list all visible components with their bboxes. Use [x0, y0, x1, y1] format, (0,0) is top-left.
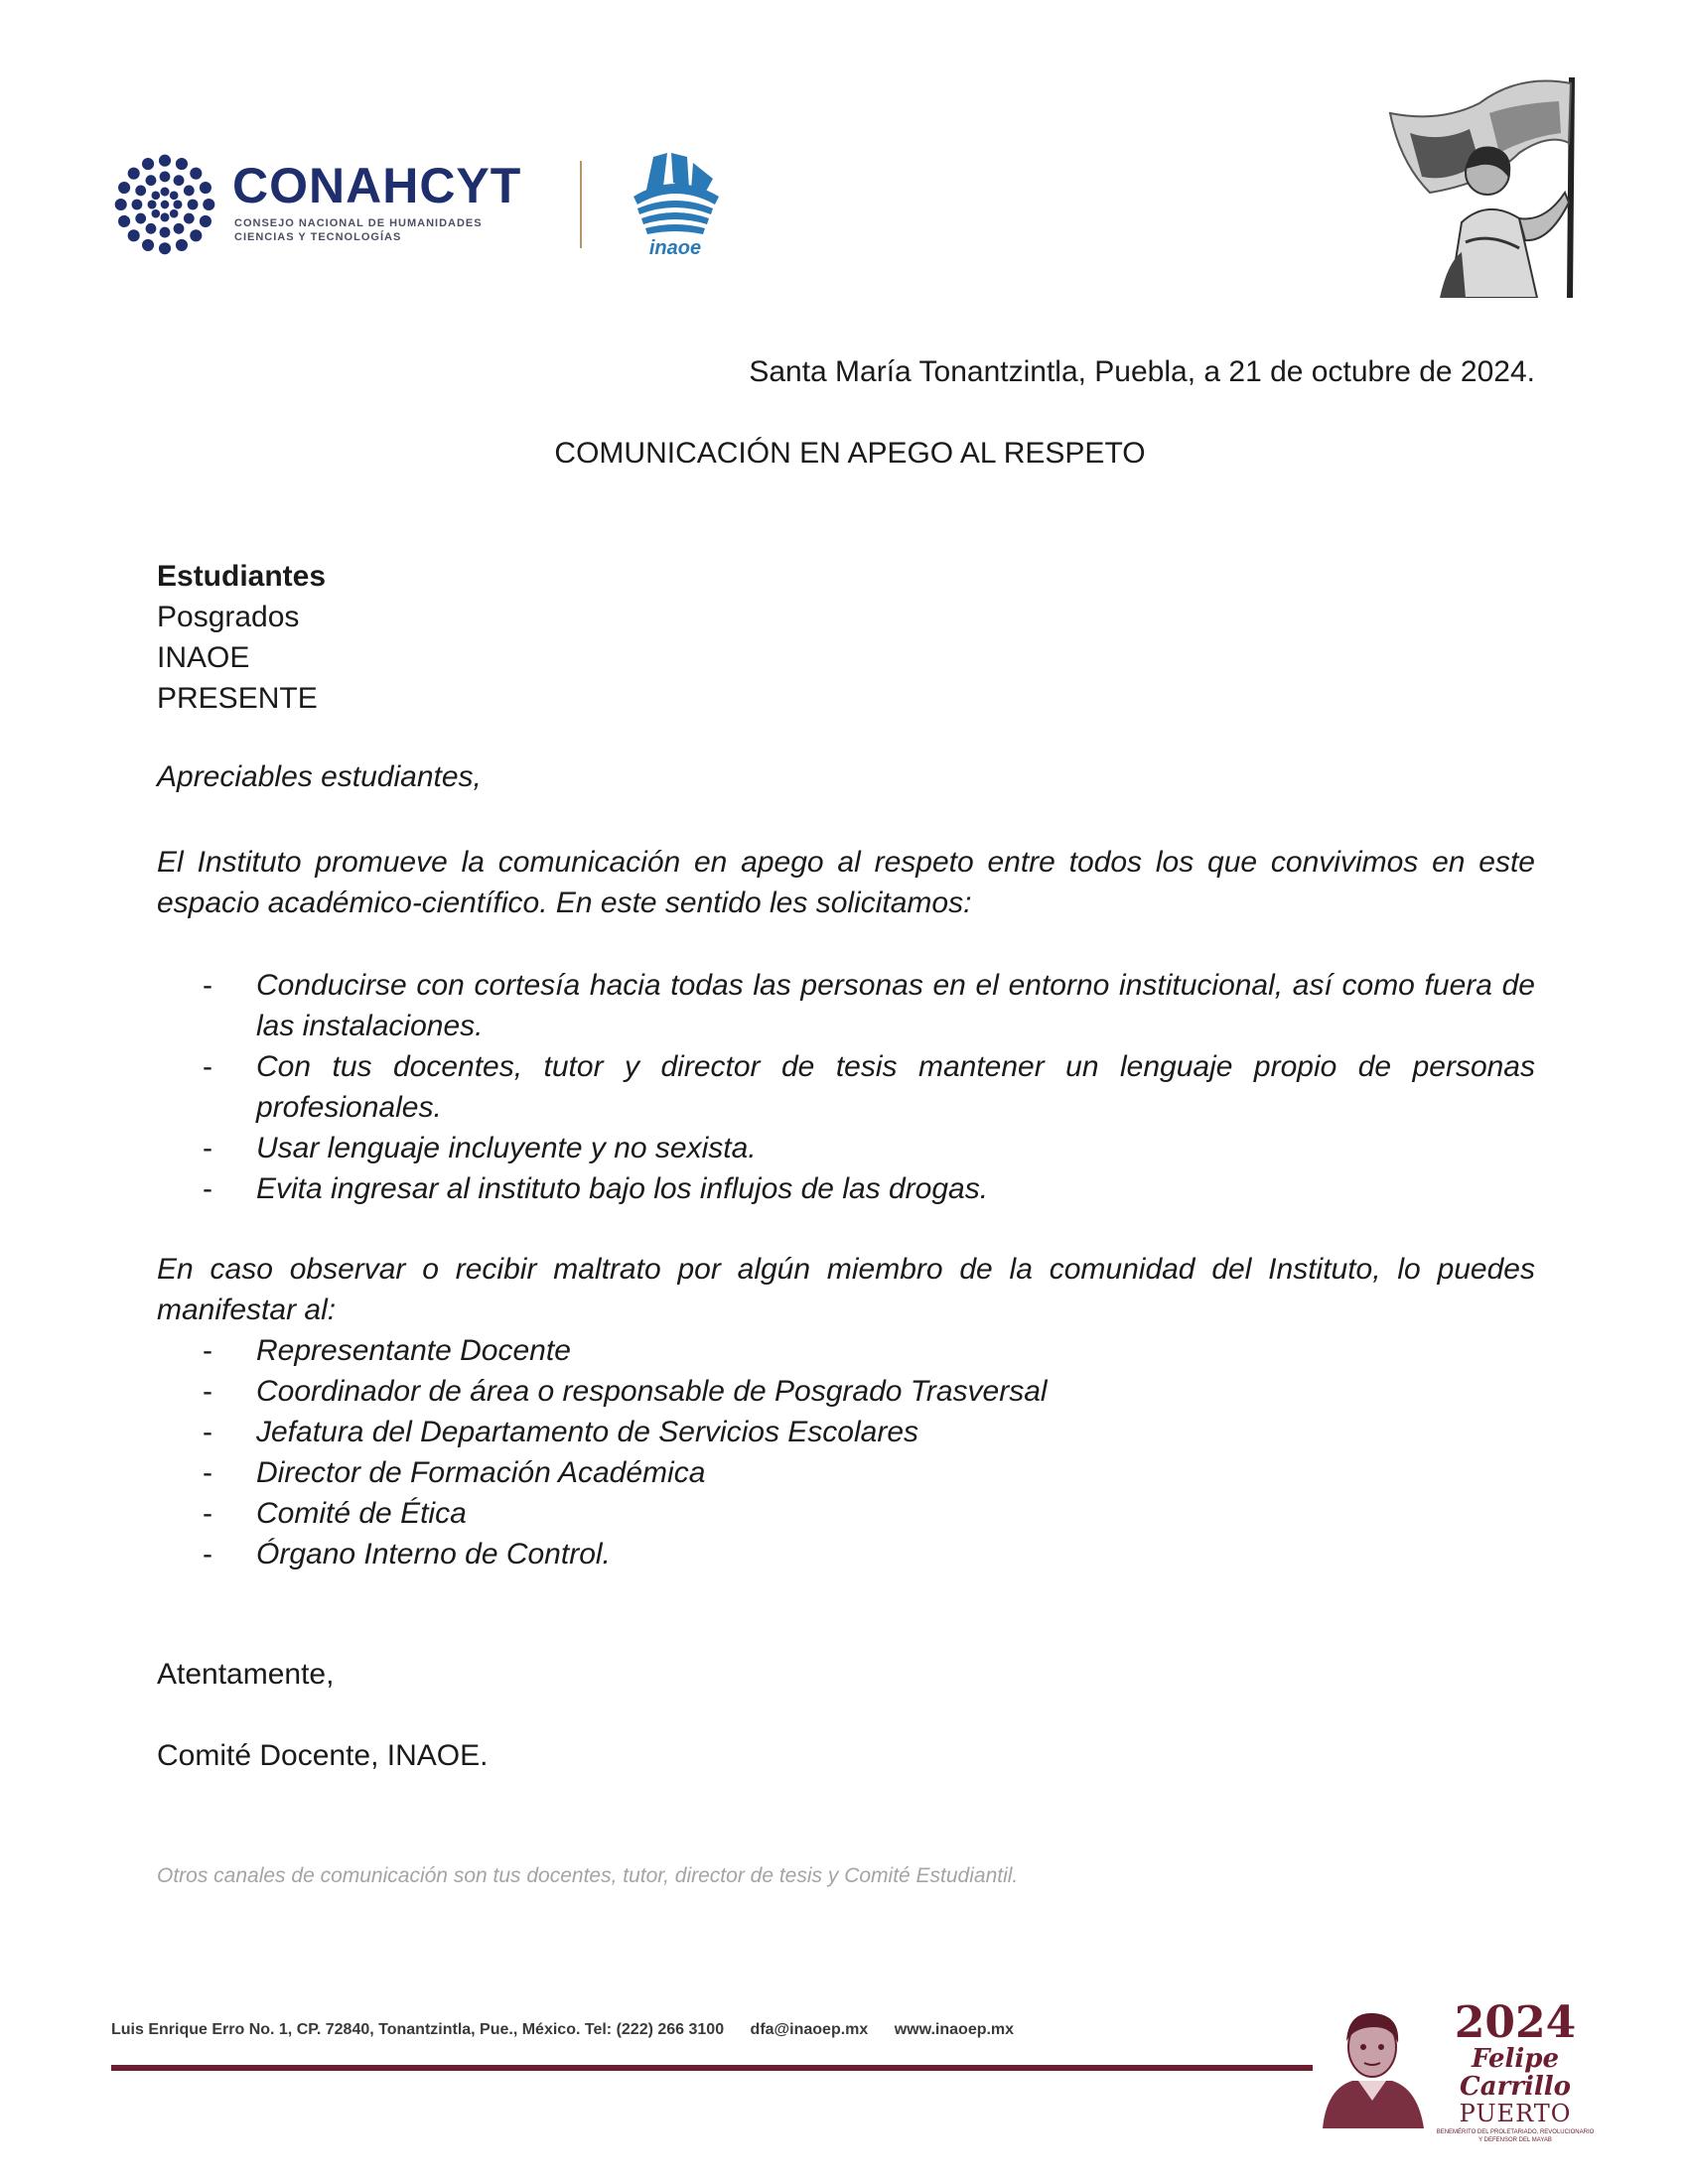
dash-marker: -: [203, 1456, 212, 1489]
felipe-carrillo-puerto-portrait: [1313, 1989, 1432, 2128]
footer-email[interactable]: dfa@inaoep.mx: [750, 2021, 869, 2038]
date-line: Santa María Tonantzintla, Puebla, a 21 de octubre de 2024.: [749, 355, 1535, 388]
conahcyt-subtitle-line-2: CIENCIAS Y TECNOLOGÍAS: [234, 231, 402, 243]
badge-year: 2024: [1454, 1997, 1577, 2048]
recipient-line: INAOE: [157, 641, 250, 674]
list-item: [157, 1128, 1535, 1168]
list-item: [157, 1330, 1535, 1371]
signature: Comité Docente, INAOE.: [157, 1739, 489, 1772]
svg-text:inaoe: inaoe: [648, 237, 702, 259]
dash-marker: -: [203, 1172, 212, 1205]
dash-marker: -: [203, 1375, 212, 1408]
list-item: [157, 1371, 1535, 1412]
list-item-text: Con tus docentes, tutor y director de tesis mantener un lenguaje propio de personas profesionales.: [256, 1050, 1535, 1124]
footer-address: Luis Enrique Erro No. 1, CP. 72840, Tonantzintla, Pue., México. Tel: (222) 266 3100: [111, 2021, 725, 2038]
dash-marker: -: [203, 1334, 212, 1367]
conahcyt-subtitle-line-1: CONSEJO NACIONAL DE HUMANIDADES: [234, 217, 483, 229]
requests-list: [157, 965, 1535, 1209]
footer-rule: [111, 2065, 1313, 2071]
conahcyt-dot-logo-icon: [111, 151, 218, 258]
list-item: [157, 965, 1535, 1046]
footer-contact: [111, 2021, 1036, 2039]
dash-marker: -: [203, 1050, 212, 1083]
closing: Atentamente,: [157, 1658, 335, 1691]
logo-divider: [580, 161, 582, 248]
list-item-text: Coordinador de área o responsable de Posgrado Trasversal: [256, 1375, 1048, 1408]
document-title-text: COMUNICACIÓN EN APEGO AL RESPETO: [554, 437, 1146, 470]
intro-paragraph: El Instituto promueve la comunicación en apego al respeto entre todos los que convivimos en este espacio académico-científico. En este sentido les solicitamos:: [157, 846, 1535, 919]
conahcyt-subtitle: [234, 216, 483, 244]
document-title: [0, 437, 1688, 471]
conahcyt-wordmark: CONAHCYT: [232, 158, 522, 213]
list-item-text: Órgano Interno de Control.: [256, 1538, 611, 1570]
list-item: [157, 1168, 1535, 1209]
list-item-text: Evita ingresar al instituto bajo los influjos de las drogas.: [256, 1172, 989, 1205]
recipient-line: Estudiantes: [157, 560, 327, 593]
recipient-line: PRESENTE: [157, 682, 318, 715]
list-item: [157, 1412, 1535, 1452]
report-paragraph: En caso observar o recibir maltrato por algún miembro de la comunidad del Instituto, lo puedes manifestar al:: [157, 1253, 1535, 1326]
heroine-flag-illustration: [1370, 73, 1589, 298]
list-item: [157, 1452, 1535, 1493]
badge-tagline: BENEMÉRITO DEL PROLETARIADO, REVOLUCIONARIO Y DEFENSOR DEL MAYAB: [1436, 2129, 1595, 2143]
list-item-text: Conducirse con cortesía hacia todas las personas en el entorno institucional, así como fuera de las instalaciones.: [256, 969, 1535, 1042]
recipient-line: Posgrados: [157, 601, 300, 633]
badge-name-line-1: Felipe Carrillo: [1460, 2044, 1571, 2102]
dash-marker: -: [203, 1497, 212, 1530]
list-item: [157, 1493, 1535, 1534]
channels-list: [157, 1330, 1535, 1574]
badge-name-line-2: PUERTO: [1459, 2100, 1572, 2127]
dash-marker: -: [203, 1538, 212, 1570]
dash-marker: -: [203, 969, 212, 1002]
list-item-text: Comité de Ética: [256, 1497, 467, 1530]
inaoe-logo-icon: [624, 149, 727, 260]
list-item-text: Usar lenguaje incluyente y no sexista.: [256, 1132, 757, 1164]
list-item: [157, 1046, 1535, 1128]
dash-marker: -: [203, 1132, 212, 1164]
salutation: Apreciables estudiantes,: [157, 760, 482, 793]
list-item-text: Representante Docente: [256, 1334, 571, 1367]
list-item: [157, 1534, 1535, 1574]
footnote: Otros canales de comunicación son tus docentes, tutor, director de tesis y Comité Estudiantil.: [157, 1864, 1019, 1887]
letterhead: [0, 0, 1688, 318]
dash-marker: -: [203, 1416, 212, 1448]
list-item-text: Jefatura del Departamento de Servicios Escolares: [256, 1416, 919, 1448]
recipient-block: [157, 556, 326, 719]
list-item-text: Director de Formación Académica: [256, 1456, 706, 1489]
footer-website[interactable]: www.inaoep.mx: [894, 2021, 1015, 2038]
year-badge: [1436, 1997, 1595, 2144]
